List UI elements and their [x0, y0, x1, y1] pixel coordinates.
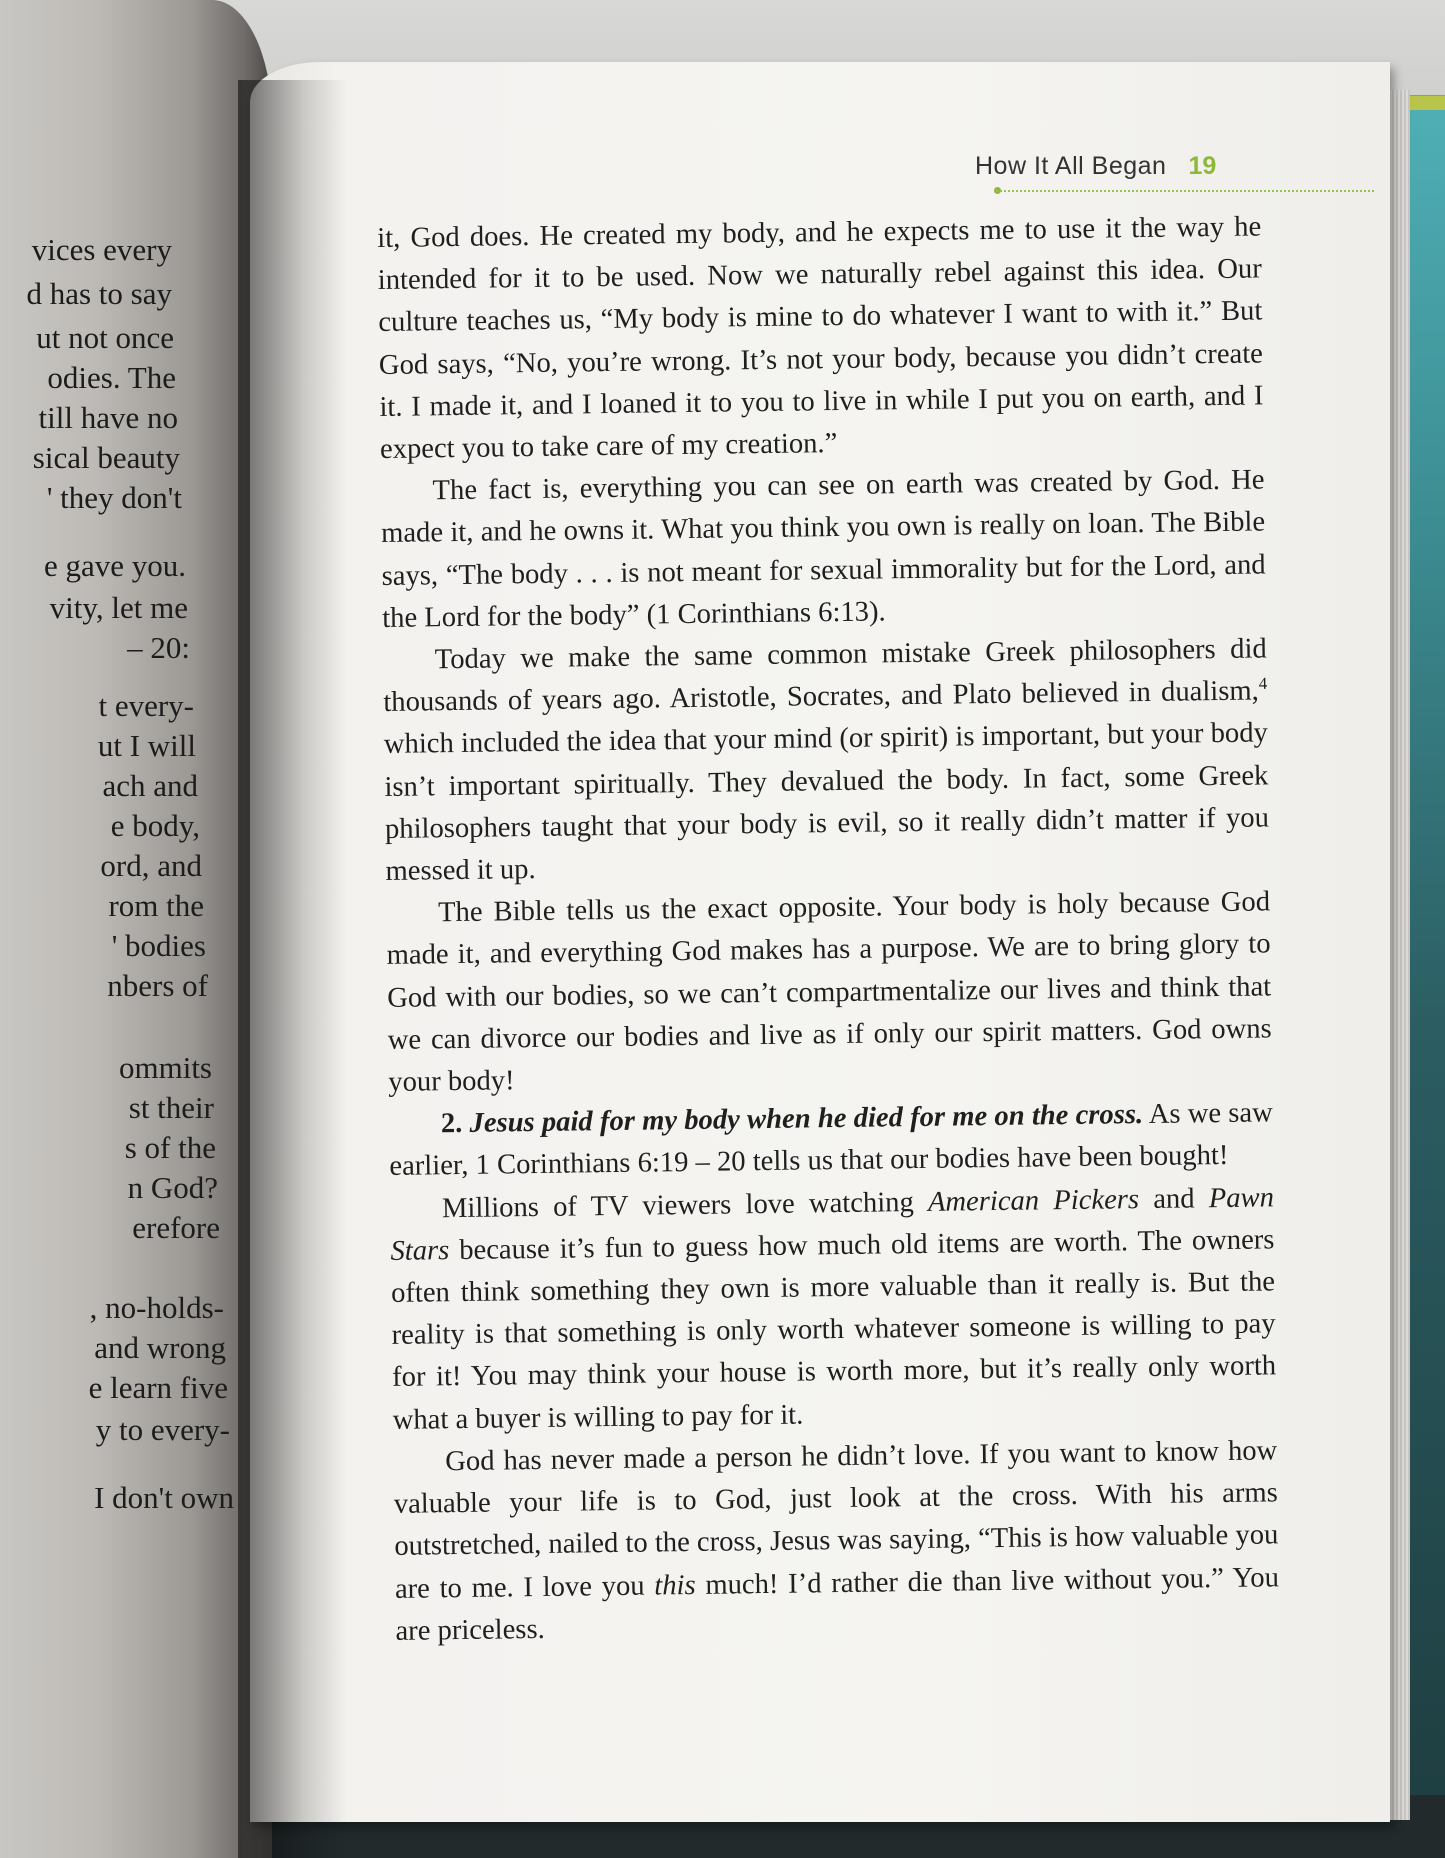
left-page-line: ut I will [97, 728, 196, 763]
paragraph [389, 1093, 1274, 1189]
paragraph [383, 628, 1270, 893]
left-page-line: ' they don't [46, 480, 182, 515]
left-page-line: sical beauty [32, 440, 180, 475]
running-title: How It All Began [975, 152, 1167, 180]
page-number: 19 [1188, 152, 1217, 180]
left-page-line: y to every- [95, 1412, 230, 1447]
left-page-line: vity, let me [49, 590, 188, 625]
left-page-line: ord, and [100, 848, 202, 883]
left-page-line: – 20: [127, 630, 190, 665]
left-page-line: rom the [108, 888, 204, 923]
text-run: it, God does. He created my body, and he expects me to use it the way he intended for it to be used. Now we naturally rebel against this idea. Our culture teaches us, “My body is mine to do whatever I want to with it.” But God says, “No, you’re wrong. It’s not your body, because you didn’t create it. I made it, and I loaned it to you to live in while I put you on earth, and I expect you to take care of my creation.” [377, 211, 1264, 465]
paragraph [380, 460, 1266, 640]
gutter-shadow [238, 80, 348, 1858]
text-run: The fact is, everything you can see on earth was created by God. He made it, and he owns it. What you think you own is really on loan. The Bible says, “The body . . . is not meant for sexual immorality but for the Lord, and the Lord for the body” (1 Corinthians 6:13). [380, 464, 1266, 634]
header-dotted-rule [996, 190, 1374, 192]
left-page-line: n God? [127, 1170, 218, 1205]
left-page-line: t every- [98, 688, 194, 723]
left-page-line: e body, [110, 808, 200, 843]
left-page-line: and wrong [94, 1330, 226, 1365]
left-page-line: vices every [31, 232, 172, 267]
left-page-line: ' bodies [111, 928, 206, 963]
text-run: Pawn Stars [390, 1182, 1275, 1267]
text-run: because it’s fun to guess how much old items are worth. The owners often think something they own is more valuable than it really is. But the reality is that something is only worth whatever someone is willing to pay for it! You may think your house is worth more, but it’s really only worth what a buyer is willing to pay for it. [390, 1224, 1277, 1436]
left-page-line: st their [128, 1090, 214, 1125]
text-run: As we saw earlier, 1 Corinthians 6:19 – 20 tells us that our bodies have been bought! [389, 1097, 1273, 1183]
text-run: American Pickers [927, 1183, 1140, 1218]
body-text [377, 206, 1280, 1652]
text-run: this [654, 1569, 696, 1601]
left-page-line: I don't own [94, 1480, 234, 1515]
left-page-line: erefore [132, 1210, 220, 1245]
text-run: The Bible tells us the exact opposite. Your body is holy because God made it, and everything God makes has a purpose. We are to bring glory to God with our bodies, so we can’t compartmentalize our lives and think that we can divorce our bodies and live as if only our spirit matters. God owns your body! [386, 886, 1272, 1098]
left-page-line: nbers of [107, 968, 208, 1003]
left-page-line: , no-holds- [89, 1290, 224, 1325]
left-page-line: ut not once [36, 320, 174, 355]
text-run: God has never made a person he didn’t love. If you want to know how valuable your life is to God, just look at the cross. With his arms outstretched, nailed to the cross, Jesus was saying, “This is how valuable you are to me. I love you [393, 1435, 1279, 1605]
paragraph [393, 1430, 1280, 1653]
left-page-line: till have no [38, 400, 178, 435]
left-page-line: odies. The [47, 360, 176, 395]
left-page [0, 0, 272, 1858]
text-run: Millions of TV viewers love watching [441, 1186, 929, 1224]
left-page-line: e learn five [88, 1370, 228, 1405]
paragraph [390, 1177, 1277, 1442]
left-page-line: s of the [124, 1130, 216, 1165]
left-page-line: ommits [118, 1050, 212, 1085]
text-run: Jesus paid for my body when he died for me on the cross. [469, 1099, 1144, 1140]
text-run: which included the idea that your mind (or spirit) is important, but your body isn’t important spiritually. They devalued the body. In fact, some Greek philosophers taught that your body is evil, so it really didn’t matter if you messed it up. [383, 717, 1270, 887]
left-page-line: d has to say [26, 276, 172, 311]
paragraph [377, 206, 1264, 471]
page-header [975, 152, 1216, 181]
left-page-line: e gave you. [43, 548, 186, 583]
text-run: and [1138, 1182, 1209, 1215]
text-run: Today we make the same common mistake Greek philosophers did thousands of years ago. Aristotle, Socrates, and Plato believed in dualism, [383, 633, 1267, 719]
text-run: much! I’d rather die than live without you.” You are priceless. [395, 1561, 1280, 1647]
paragraph [386, 882, 1273, 1105]
text-run: 2. [440, 1108, 470, 1140]
footnote-marker: 4 [1258, 674, 1268, 694]
left-page-line: ach and [102, 768, 198, 803]
